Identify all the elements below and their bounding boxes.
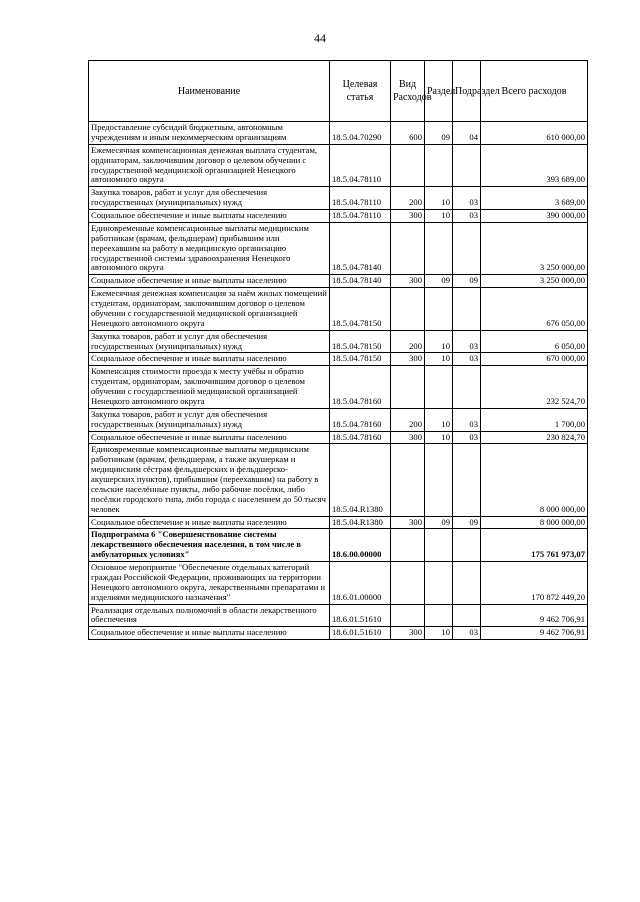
row-total-cell: 9 462 706,91	[481, 604, 588, 627]
row-total-cell: 1 700,00	[481, 408, 588, 431]
row-total-cell: 8 000 000,00	[481, 516, 588, 529]
row-total-cell: 9 462 706,91	[481, 627, 588, 640]
row-code-cell: 18.5.04.78150	[330, 330, 391, 353]
row-code-cell: 18.5.04.78160	[330, 408, 391, 431]
row-vid-cell: 600	[391, 122, 425, 145]
row-razdel-cell: 10	[425, 408, 453, 431]
row-vid-cell	[391, 562, 425, 605]
row-name-cell: Социальное обеспечение и иные выплаты населению	[89, 627, 330, 640]
budget-table	[88, 60, 588, 640]
table-row	[89, 288, 588, 331]
row-vid-cell	[391, 529, 425, 562]
row-code-cell: 18.5.04.78160	[330, 431, 391, 444]
row-name-cell: Закупка товаров, работ и услуг для обеспечения государственных (муниципальных) нужд	[89, 187, 330, 210]
row-total-cell: 6 050,00	[481, 330, 588, 353]
row-vid-cell: 300	[391, 516, 425, 529]
table-row	[89, 122, 588, 145]
row-name-cell: Социальное обеспечение и иные выплаты населению	[89, 516, 330, 529]
row-vid-cell: 300	[391, 431, 425, 444]
row-vid-cell	[391, 604, 425, 627]
row-name-cell: Ежемесячная денежная компенсация за наём жилых помещений студентам, ординаторам, заключившим договор о целевом обучении с государственной медицинской организацией Ненецкого автономного округа	[89, 288, 330, 331]
table-row	[89, 187, 588, 210]
row-name-cell: Единовременные компенсационные выплаты медицинским работникам (врачам, фельдшерам) прибывшим или переехавшим на работу в медицинскую организацию государственной системы здравоохранения Ненецкого автономного округа	[89, 222, 330, 274]
row-razdel-cell	[425, 529, 453, 562]
row-podrazdel-cell	[453, 444, 481, 516]
row-podrazdel-cell	[453, 366, 481, 409]
table-row	[89, 210, 588, 223]
row-total-cell: 170 872 449,20	[481, 562, 588, 605]
row-code-cell: 18.6.00.00000	[330, 529, 391, 562]
row-razdel-cell	[425, 562, 453, 605]
row-razdel-cell: 10	[425, 210, 453, 223]
row-podrazdel-cell: 09	[453, 275, 481, 288]
row-total-cell: 670 000,00	[481, 353, 588, 366]
row-total-cell: 610 000,00	[481, 122, 588, 145]
row-code-cell: 18.5.04.78160	[330, 366, 391, 409]
row-vid-cell	[391, 144, 425, 187]
row-razdel-cell	[425, 366, 453, 409]
row-code-cell: 18.5.04.R1380	[330, 444, 391, 516]
row-vid-cell: 300	[391, 275, 425, 288]
row-vid-cell: 300	[391, 627, 425, 640]
row-total-cell: 175 761 973,07	[481, 529, 588, 562]
table-row	[89, 144, 588, 187]
table-row	[89, 408, 588, 431]
row-podrazdel-cell	[453, 222, 481, 274]
row-code-cell: 18.5.04.78150	[330, 288, 391, 331]
row-code-cell: 18.5.04.78110	[330, 187, 391, 210]
table-header-row	[89, 61, 588, 122]
row-name-cell: Закупка товаров, работ и услуг для обеспечения государственных (муниципальных) нужд	[89, 408, 330, 431]
row-razdel-cell: 10	[425, 187, 453, 210]
table-row	[89, 330, 588, 353]
row-podrazdel-cell: 03	[453, 627, 481, 640]
row-total-cell: 390 000,00	[481, 210, 588, 223]
header-name: Наименование	[89, 61, 330, 122]
row-razdel-cell	[425, 604, 453, 627]
header-total: Всего расходов	[481, 61, 588, 122]
row-razdel-cell: 10	[425, 431, 453, 444]
row-total-cell: 3 250 000,00	[481, 275, 588, 288]
row-podrazdel-cell	[453, 288, 481, 331]
row-code-cell: 18.5.04.R1380	[330, 516, 391, 529]
row-podrazdel-cell	[453, 562, 481, 605]
row-code-cell: 18.5.04.78150	[330, 353, 391, 366]
row-name-cell: Единовременные компенсационные выплаты медицинским работникам (врачам, фельдшерам, а также акушеркам и медицинским сёстрам фельдшерских и фельдшерско-акушерских пунктов), прибывшим (переехавшим) на работу в сельские населённые пункты, либо рабочие посёлки, либо посёлки городского типа, либо города с населением до 50 тысяч человек	[89, 444, 330, 516]
row-name-cell: Компенсация стоимости проезда к месту учёбы и обратно студентам, ординаторам, заключившим договор о целевом обучении с государственной медицинской организацией Ненецкого автономного округа	[89, 366, 330, 409]
row-razdel-cell: 09	[425, 516, 453, 529]
row-total-cell: 393 689,00	[481, 144, 588, 187]
row-name-cell: Социальное обеспечение и иные выплаты населению	[89, 210, 330, 223]
table-row	[89, 431, 588, 444]
row-code-cell: 18.5.04.78140	[330, 275, 391, 288]
row-code-cell: 18.5.04.70290	[330, 122, 391, 145]
page-number: 44	[314, 31, 326, 45]
table-row	[89, 516, 588, 529]
row-razdel-cell	[425, 144, 453, 187]
row-vid-cell	[391, 222, 425, 274]
row-podrazdel-cell: 03	[453, 353, 481, 366]
row-podrazdel-cell	[453, 144, 481, 187]
header-vid: Вид Расходов	[391, 61, 425, 122]
table-row	[89, 353, 588, 366]
row-vid-cell: 200	[391, 187, 425, 210]
row-total-cell: 3 689,00	[481, 187, 588, 210]
row-razdel-cell	[425, 222, 453, 274]
row-code-cell: 18.5.04.78110	[330, 210, 391, 223]
row-total-cell: 232 524,70	[481, 366, 588, 409]
row-vid-cell: 300	[391, 353, 425, 366]
header-podrazdel: Подраздел	[453, 61, 481, 122]
row-code-cell: 18.6.01.51610	[330, 627, 391, 640]
table-row	[89, 444, 588, 516]
row-vid-cell: 300	[391, 210, 425, 223]
row-vid-cell	[391, 444, 425, 516]
table-row	[89, 604, 588, 627]
row-total-cell: 230 824,70	[481, 431, 588, 444]
table-row	[89, 366, 588, 409]
row-total-cell: 3 250 000,00	[481, 222, 588, 274]
row-name-cell: Социальное обеспечение и иные выплаты населению	[89, 353, 330, 366]
row-name-cell: Ежемесячная компенсационная денежная выплата студентам, ординаторам, заключившим договор о целевом обучении с государственной медицинской организацией Ненецкого автономного округа	[89, 144, 330, 187]
row-vid-cell	[391, 366, 425, 409]
table-row	[89, 627, 588, 640]
row-vid-cell	[391, 288, 425, 331]
row-podrazdel-cell: 03	[453, 431, 481, 444]
table-row	[89, 222, 588, 274]
row-name-cell: Подпрограмма 6 "Совершенствование системы лекарственного обеспечения населения, в том числе в амбулаторных условиях"	[89, 529, 330, 562]
row-total-cell: 676 050,00	[481, 288, 588, 331]
row-razdel-cell	[425, 288, 453, 331]
row-name-cell: Реализация отдельных полномочий в области лекарственного обеспечения	[89, 604, 330, 627]
header-code: Целевая статья	[330, 61, 391, 122]
row-total-cell: 8 000 000,00	[481, 444, 588, 516]
row-razdel-cell: 09	[425, 122, 453, 145]
row-podrazdel-cell: 03	[453, 210, 481, 223]
row-name-cell: Основное мероприятие "Обеспечение отдельных категорий граждан Российской Федерации, проживающих на территории Ненецкого автономного округа, лекарственными препаратами и изделиями медицинского назначения"	[89, 562, 330, 605]
row-vid-cell: 200	[391, 408, 425, 431]
table-row	[89, 529, 588, 562]
row-code-cell: 18.5.04.78140	[330, 222, 391, 274]
row-name-cell: Закупка товаров, работ и услуг для обеспечения государственных (муниципальных) нужд	[89, 330, 330, 353]
header-razdel: Раздел	[425, 61, 453, 122]
row-razdel-cell: 10	[425, 353, 453, 366]
row-code-cell: 18.6.01.51610	[330, 604, 391, 627]
row-name-cell: Социальное обеспечение и иные выплаты населению	[89, 431, 330, 444]
row-razdel-cell: 10	[425, 330, 453, 353]
row-razdel-cell: 10	[425, 627, 453, 640]
row-vid-cell: 200	[391, 330, 425, 353]
row-code-cell: 18.6.01.00000	[330, 562, 391, 605]
row-name-cell: Предоставление субсидий бюджетным, автономным учреждениям и иным некоммерческим организациям	[89, 122, 330, 145]
row-podrazdel-cell	[453, 604, 481, 627]
row-podrazdel-cell	[453, 529, 481, 562]
row-razdel-cell: 09	[425, 275, 453, 288]
row-podrazdel-cell: 03	[453, 187, 481, 210]
row-podrazdel-cell: 09	[453, 516, 481, 529]
row-name-cell: Социальное обеспечение и иные выплаты населению	[89, 275, 330, 288]
row-razdel-cell	[425, 444, 453, 516]
row-podrazdel-cell: 04	[453, 122, 481, 145]
row-podrazdel-cell: 03	[453, 330, 481, 353]
row-podrazdel-cell: 03	[453, 408, 481, 431]
row-code-cell: 18.5.04.78110	[330, 144, 391, 187]
table-row	[89, 562, 588, 605]
table-row	[89, 275, 588, 288]
